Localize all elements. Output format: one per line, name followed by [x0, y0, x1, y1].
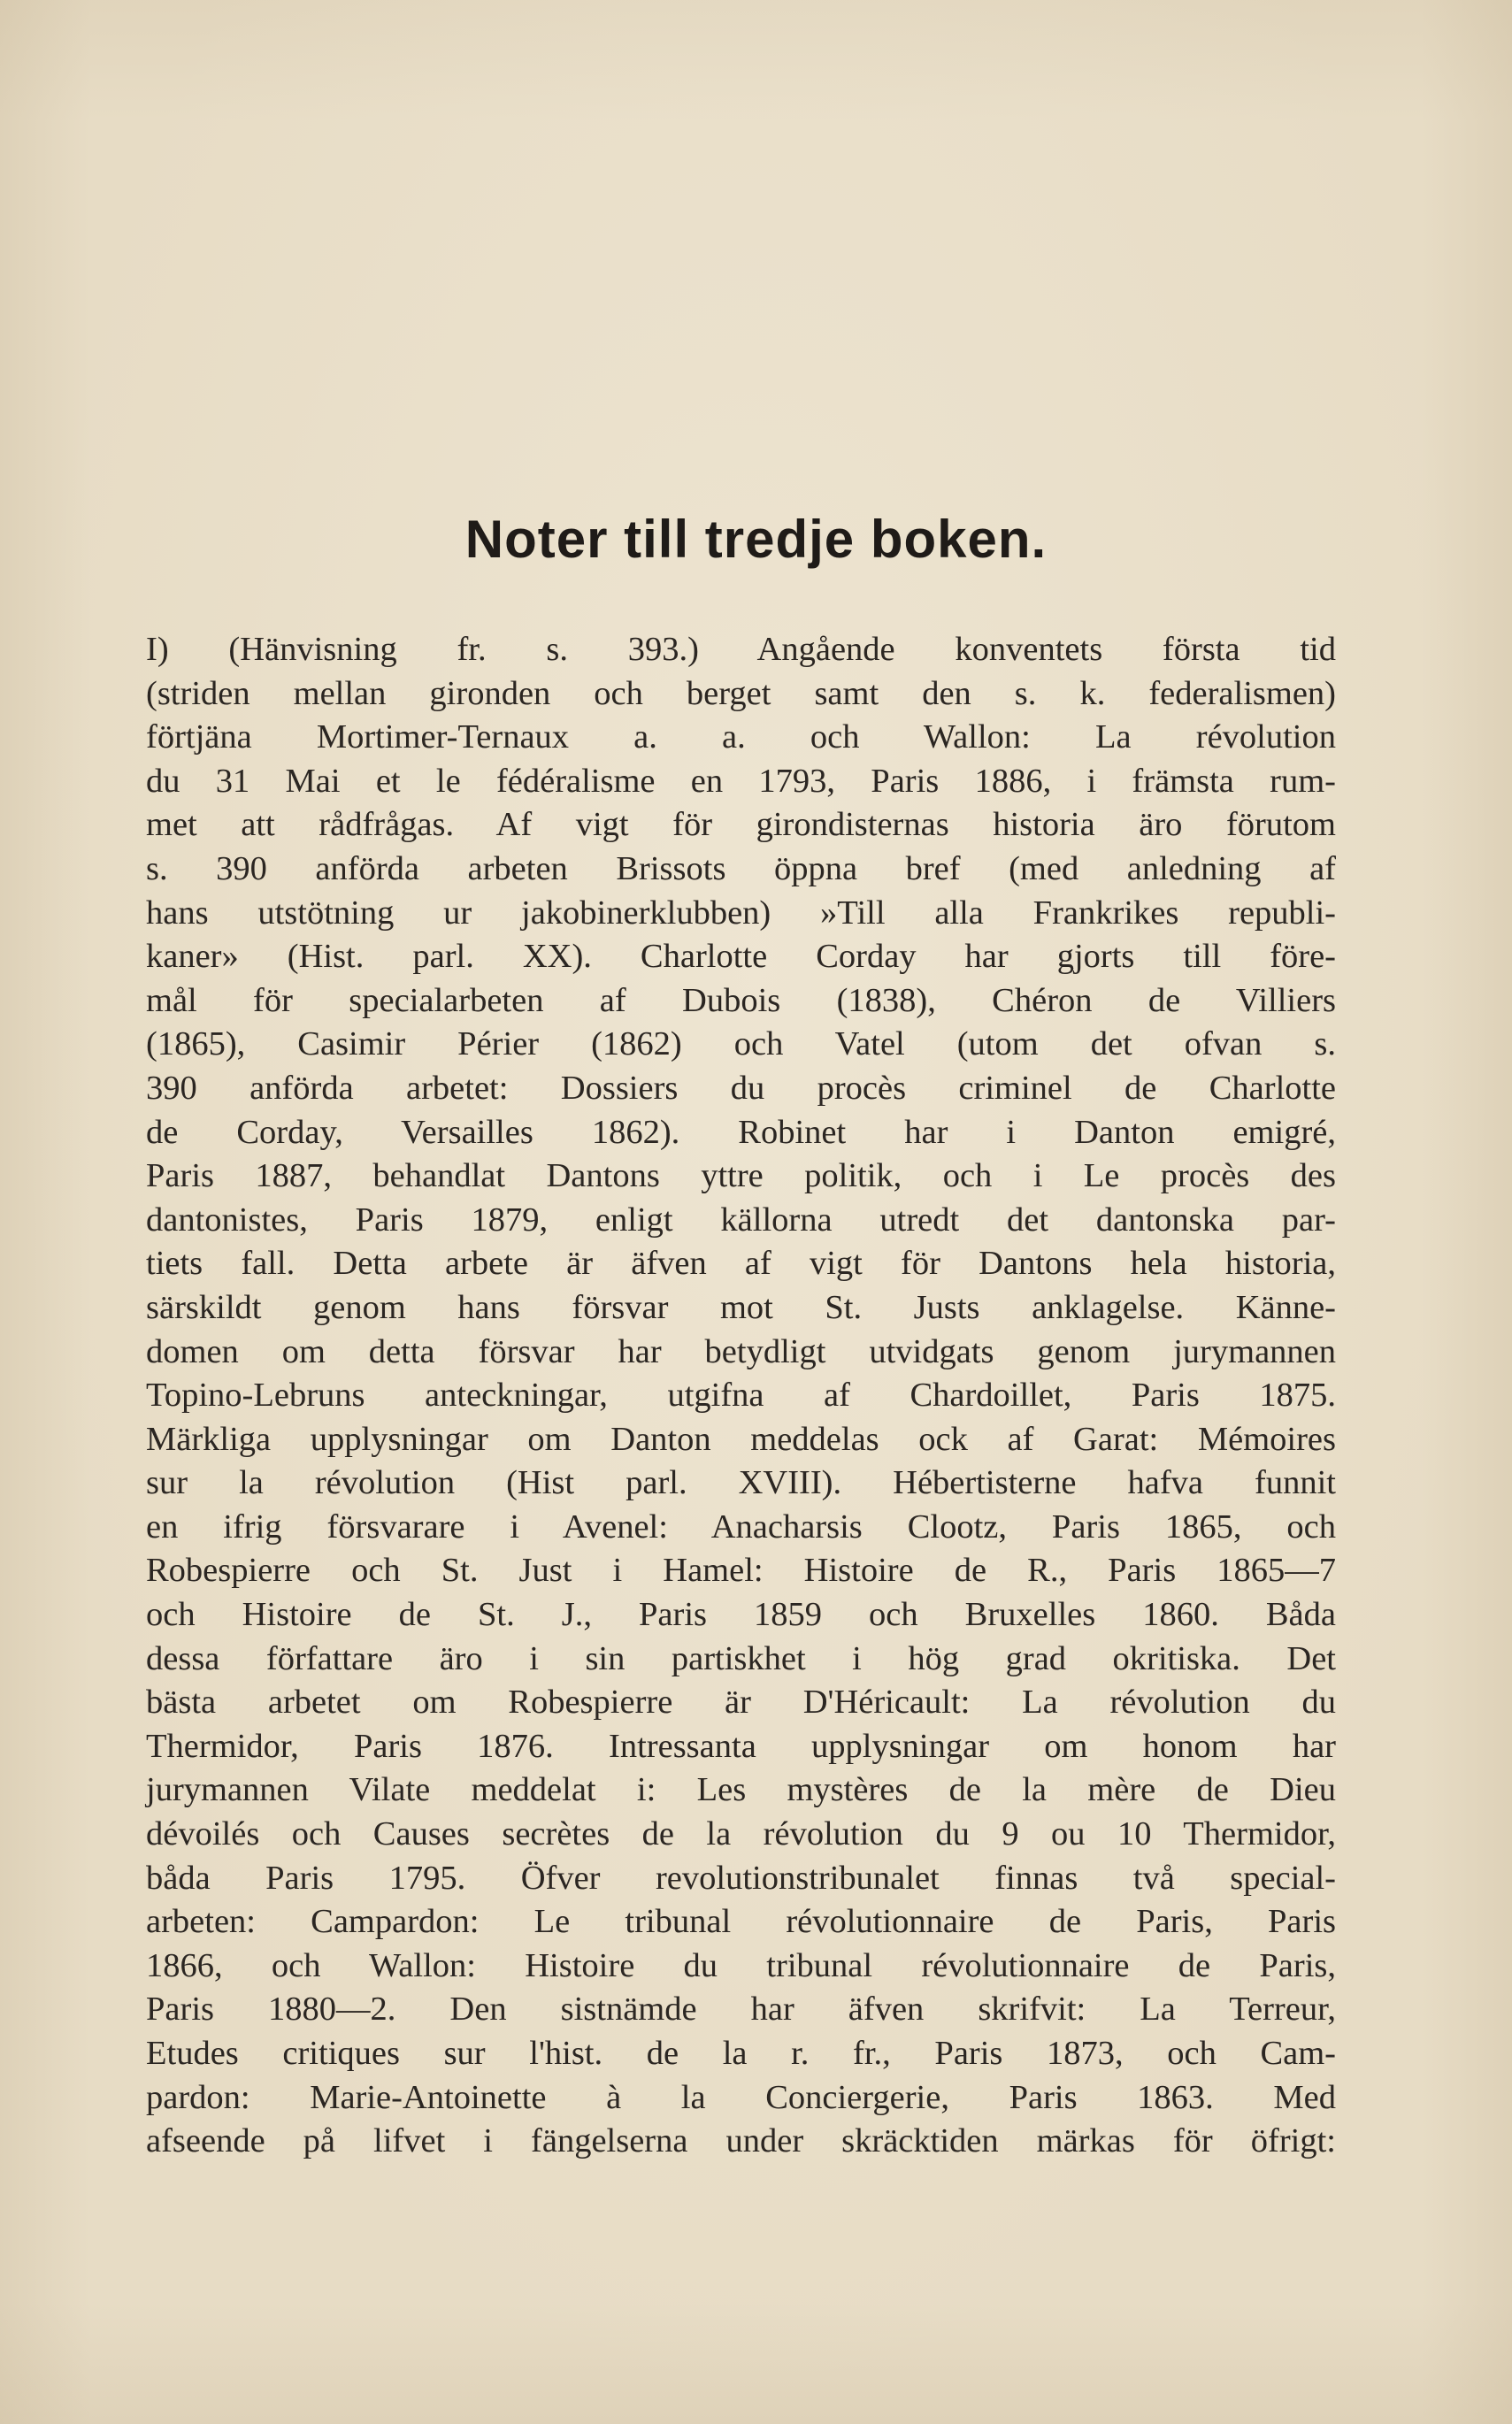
text-line: (striden mellan gironden och berget samt den s. k. federalismen): [146, 674, 1336, 712]
text-line: Etudes critiques sur l'hist. de la r. fr., Paris 1873, och Cam-: [146, 2035, 1336, 2072]
text-line: Paris 1880—2. Den sistnämde har äfven skrifvit: La Terreur,: [146, 1991, 1336, 2029]
text-line: 1866, och Wallon: Histoire du tribunal révolutionnaire de Paris,: [146, 1946, 1336, 1984]
page-heading: Noter till tredje boken.: [464, 510, 1048, 569]
text-line: du 31 Mai et le fédéralisme en 1793, Paris 1886, i främsta rum-: [146, 762, 1336, 800]
text-line: en ifrig försvarare i Avenel: Anacharsis Clootz, Paris 1865, och: [146, 1507, 1336, 1546]
text-line: Paris 1887, behandlat Dantons yttre politik, och i Le procès des: [146, 1157, 1336, 1195]
text-line: dessa författare äro i sin partiskhet i hög grad okritiska. Det: [146, 1639, 1336, 1677]
text-line: afseende på lifvet i fängelserna under skräcktiden märkas för öfrigt:: [146, 2122, 1336, 2160]
text-line: mål för specialarbeten af Dubois (1838), Chéron de Villiers: [146, 981, 1336, 1019]
text-line: dévoilés och Causes secrètes de la révolution du 9 ou 10 Thermidor,: [146, 1815, 1336, 1853]
text-line: met att rådfrågas. Af vigt för girondisternas historia äro förutom: [146, 806, 1336, 844]
text-line: bästa arbetet om Robespierre är D'Héricault: La révolution du: [146, 1684, 1336, 1722]
text-line: s. 390 anförda arbeten Brissots öppna bref (med anledning af: [146, 849, 1336, 887]
text-line: Topino-Lebruns anteckningar, utgifna af Chardoillet, Paris 1875.: [146, 1377, 1336, 1415]
text-line: de Corday, Versailles 1862). Robinet har i Danton emigré,: [146, 1113, 1336, 1151]
text-line: Märkliga upplysningar om Danton meddelas ock af Garat: Mémoires: [146, 1420, 1336, 1458]
text-line: tiets fall. Detta arbete är äfven af vigt för Dantons hela historia,: [146, 1245, 1336, 1283]
text-line: pardon: Marie-Antoinette à la Conciergerie, Paris 1863. Med: [146, 2078, 1336, 2116]
text-line: hans utstötning ur jakobinerklubben) »Till alla Frankrikes republi-: [146, 894, 1336, 932]
text-line: sur la révolution (Hist parl. XVIII). Hébertisterne hafva funnit: [146, 1464, 1336, 1502]
text-line: kaner» (Hist. parl. XX). Charlotte Corday har gjorts till före-: [146, 938, 1336, 976]
text-line: I) (Hänvisning fr. s. 393.) Angående konventets första tid: [146, 631, 1336, 668]
text-line: förtjäna Mortimer-Ternaux a. a. och Wallon: La révolution: [146, 718, 1336, 756]
text-line: 390 anförda arbetet: Dossiers du procès criminel de Charlotte: [146, 1069, 1336, 1107]
text-line: (1865), Casimir Périer (1862) och Vatel (utom det ofvan s.: [146, 1025, 1336, 1063]
text-line: dantonistes, Paris 1879, enligt källorna utredt det dantonska par-: [146, 1200, 1336, 1239]
text-line: Thermidor, Paris 1876. Intressanta upplysningar om honom har: [146, 1727, 1336, 1765]
text-line: jurymannen Vilate meddelat i: Les mystères de la mère de Dieu: [146, 1771, 1336, 1809]
text-line: båda Paris 1795. Öfver revolutionstribunalet finnas två special-: [146, 1859, 1336, 1897]
notes-text-block: [146, 628, 1336, 2164]
text-line: domen om detta försvar har betydligt utvidgats genom jurymannen: [146, 1332, 1336, 1370]
text-line: och Histoire de St. J., Paris 1859 och Bruxelles 1860. Båda: [146, 1596, 1336, 1634]
text-line: Robespierre och St. Just i Hamel: Histoire de R., Paris 1865—7: [146, 1552, 1336, 1590]
text-line: arbeten: Campardon: Le tribunal révolutionnaire de Paris, Paris: [146, 1903, 1336, 1941]
text-line: särskildt genom hans försvar mot St. Justs anklagelse. Känne-: [146, 1288, 1336, 1326]
